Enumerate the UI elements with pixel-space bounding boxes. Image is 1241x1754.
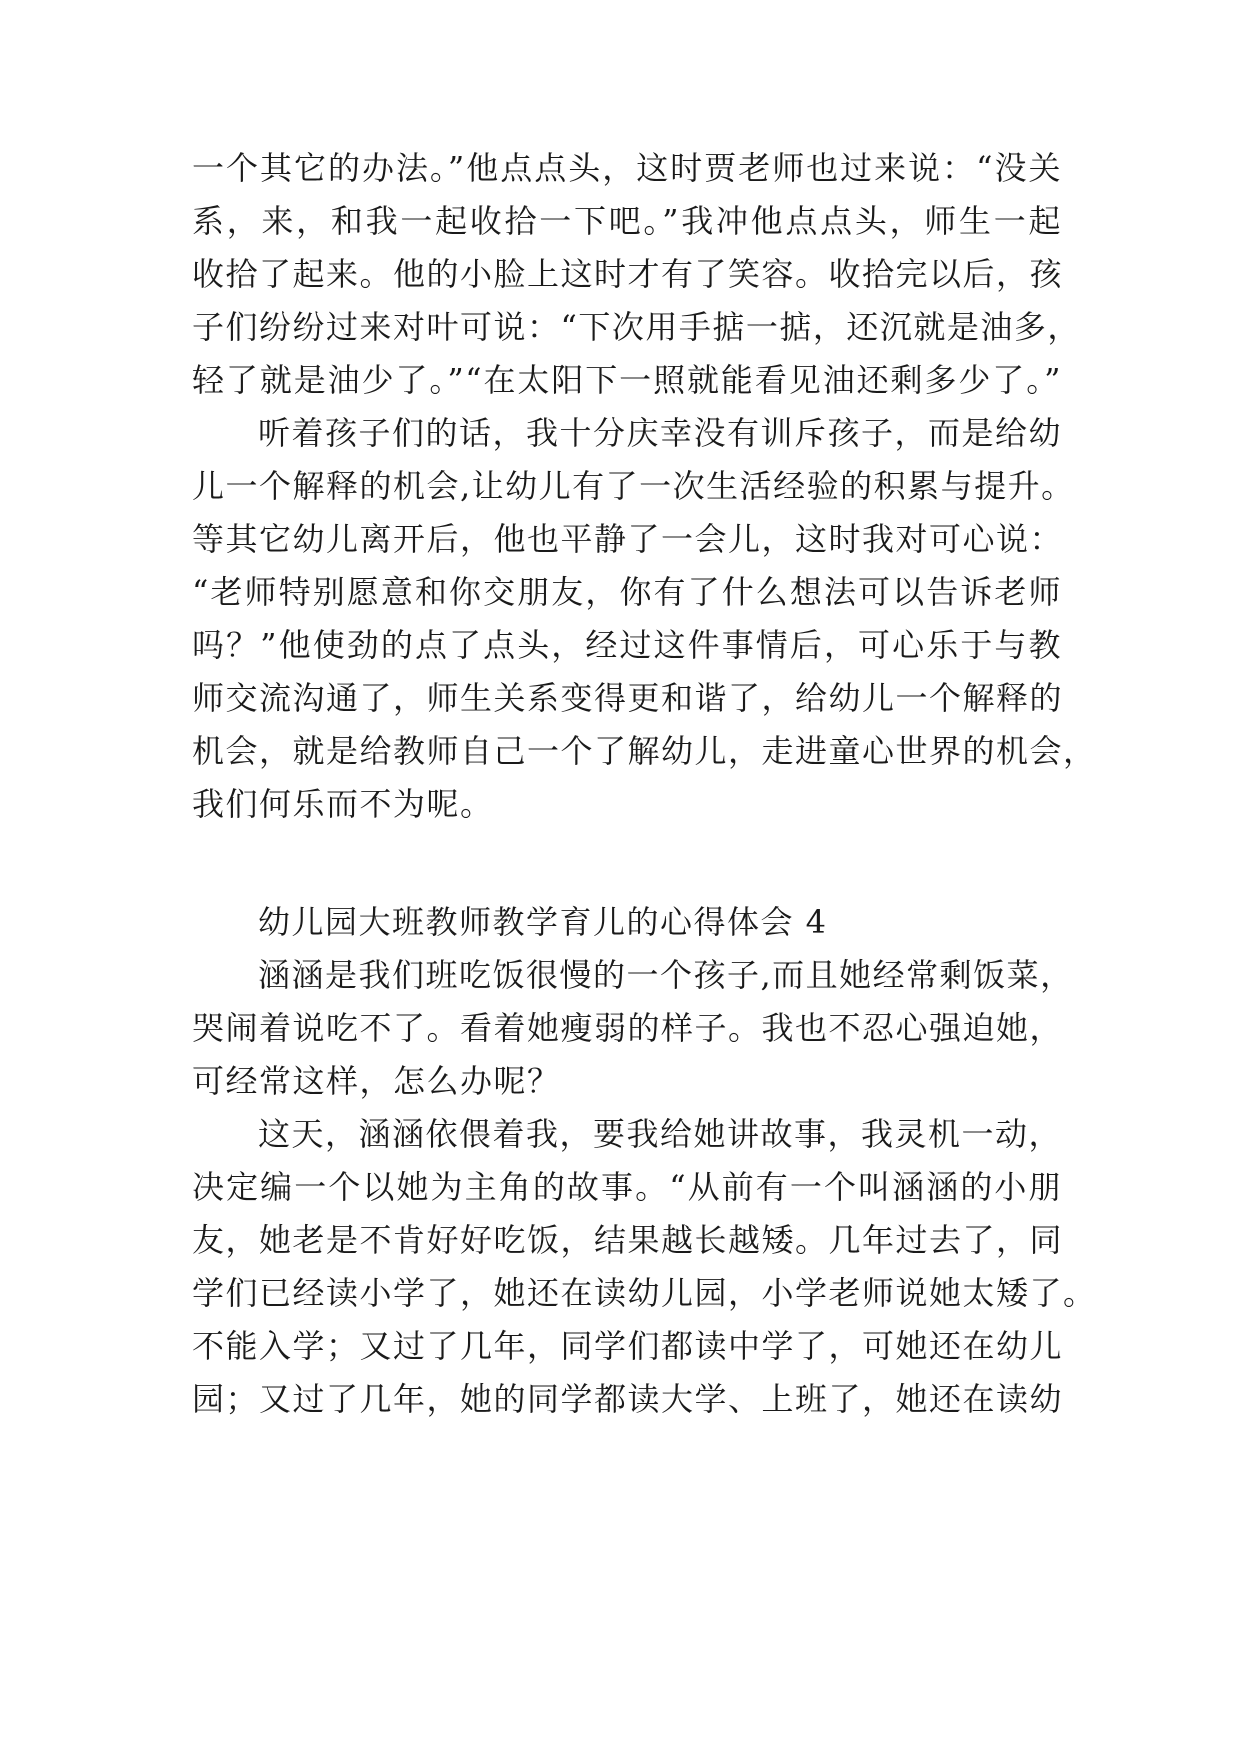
paragraph-1-line-3: 收拾了起来。他的小脸上这时才有了笑容。收拾完以后，孩 [192, 255, 1064, 293]
paragraph-1-line-2: 系，来，和我一起收拾一下吧。”我冲他点点头，师生一起 [192, 202, 1062, 240]
paragraph-4-line-6: 园；又过了几年，她的同学都读大学、上班了，她还在读幼 [192, 1380, 1064, 1418]
paragraph-4-line-2: 决定编一个以她为主角的故事。“从前有一个叫涵涵的小朋 [192, 1168, 1062, 1206]
paragraph-2-line-8: 我们何乐而不为呢。 [192, 785, 494, 823]
paragraph-3-line-1: 涵涵是我们班吃饭很慢的一个孩子,而且她经常剩饭菜， [258, 956, 1074, 994]
paragraph-2-line-2: 儿一个解释的机会,让幼儿有了一次生活经验的积累与提升。 [192, 467, 1075, 505]
paragraph-4-line-3: 友，她老是不肯好好吃饭，结果越长越矮。几年过去了，同 [192, 1221, 1064, 1259]
paragraph-2-line-3: 等其它幼儿离开后，他也平静了一会儿，这时我对可心说： [192, 520, 1064, 558]
paragraph-1-line-4: 子们纷纷过来对叶可说：“下次用手掂一掂，还沉就是油多， [192, 308, 1081, 346]
section-heading: 幼儿园大班教师教学育儿的心得体会 4 [258, 903, 828, 941]
paragraph-2-line-4: “老师特别愿意和你交朋友，你有了什么想法可以告诉老师 [192, 573, 1062, 611]
paragraph-2-line-1: 听着孩子们的话，我十分庆幸没有训斥孩子，而是给幼 [258, 414, 1063, 452]
paragraph-1-line-5: 轻了就是油少了。”“在太阳下一照就能看见油还剩多少了。” [192, 361, 1062, 399]
paragraph-4-line-4: 学们已经读小学了，她还在读幼儿园，小学老师说她太矮了。 [192, 1274, 1097, 1312]
paragraph-2-line-5: 吗？”他使劲的点了点头，经过这件事情后，可心乐于与教 [192, 626, 1062, 664]
paragraph-4-line-5: 不能入学；又过了几年，同学们都读中学了，可她还在幼儿 [192, 1327, 1064, 1365]
paragraph-3-line-3: 可经常这样，怎么办呢？ [192, 1062, 561, 1100]
paragraph-4-line-1: 这天，涵涵依偎着我，要我给她讲故事，我灵机一动， [258, 1115, 1063, 1153]
paragraph-2-line-6: 师交流沟通了，师生关系变得更和谐了，给幼儿一个解释的 [192, 679, 1064, 717]
paragraph-2-line-7: 机会，就是给教师自己一个了解幼儿，走进童心世界的机会， [192, 732, 1097, 770]
paragraph-1-line-1: 一个其它的办法。”他点点头，这时贾老师也过来说：“没关 [192, 149, 1062, 187]
paragraph-3-line-2: 哭闹着说吃不了。看着她瘦弱的样子。我也不忍心强迫她， [192, 1009, 1064, 1047]
